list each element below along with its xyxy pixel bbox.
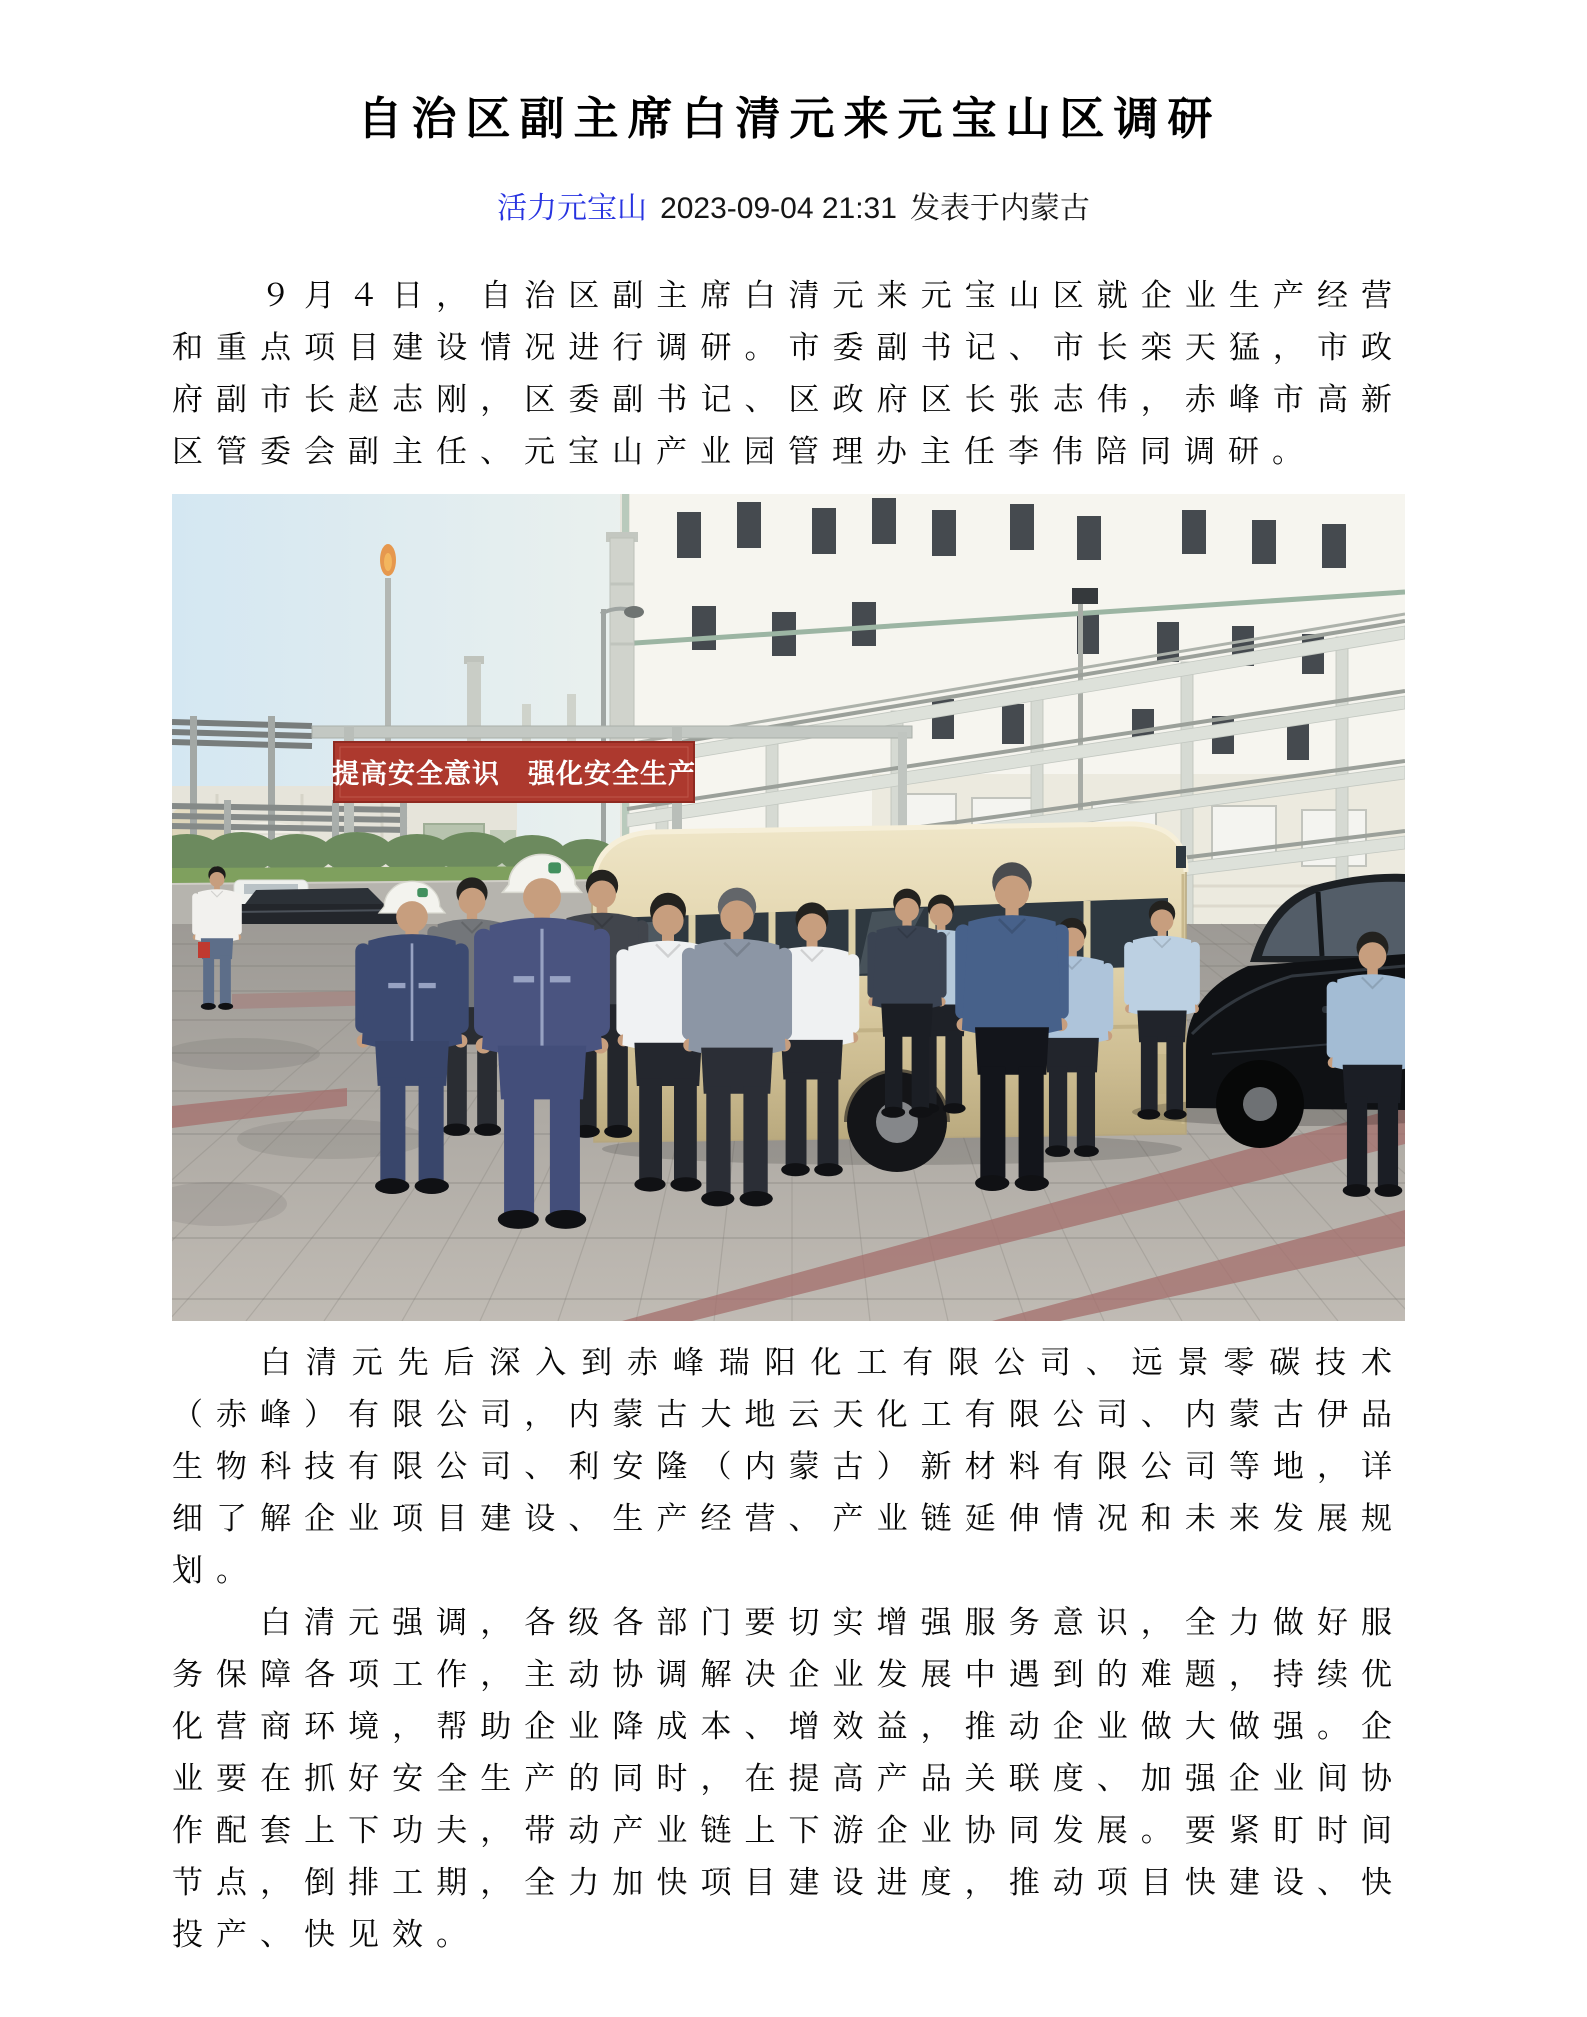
article-body	[172, 270, 1405, 1961]
paragraph-1: ９月４日，自治区副主席白清元来元宝山区就企业生产经营和重点项目建设情况进行调研。市委副书记、市长栾天猛，市政府副市长赵志刚，区委副书记、区政府区长张志伟，赤峰市高新区管委会副主任、元宝山产业园管理办主任李伟陪同调研。	[172, 278, 1405, 469]
article-byline	[0, 188, 1587, 230]
account-link[interactable]: 活力元宝山	[497, 192, 648, 225]
paragraph-3: 白清元强调，各级各部门要切实增强服务意识，全力做好服务保障各项工作，主动协调解决企业发展中遇到的难题，持续优化营商环境，帮助企业降成本、增效益，推动企业做大做强。企业要在抓好安全生产的同时，在提高产品关联度、加强企业间协作配套上下功夫，带动产业链上下游企业协同发展。要紧盯时间节点，倒排工期，全力加快项目建设进度，推动项目快建设、快投产、快见效。	[172, 1605, 1405, 1952]
publish-location: 发表于内蒙古	[909, 192, 1090, 225]
plant-visit-photo-illustration	[172, 494, 1405, 1321]
publish-datetime: 2023-09-04 21:31	[660, 192, 897, 225]
paragraph-2: 白清元先后深入到赤峰瑞阳化工有限公司、远景零碳技术（赤峰）有限公司，内蒙古大地云天化工有限公司、内蒙古伊品生物科技有限公司、利安隆（内蒙古）新材料有限公司等地，详细了解企业项目建设、生产经营、产业链延伸情况和未来发展规划。	[172, 1345, 1405, 1588]
article-page	[0, 88, 1587, 2017]
red-folder	[198, 942, 210, 958]
safety-banner-text: 提高安全意识 强化安全生产	[332, 759, 696, 789]
article-photo[interactable]	[172, 494, 1405, 1321]
article-title: 自治区副主席白清元来元宝山区调研	[357, 93, 1222, 144]
